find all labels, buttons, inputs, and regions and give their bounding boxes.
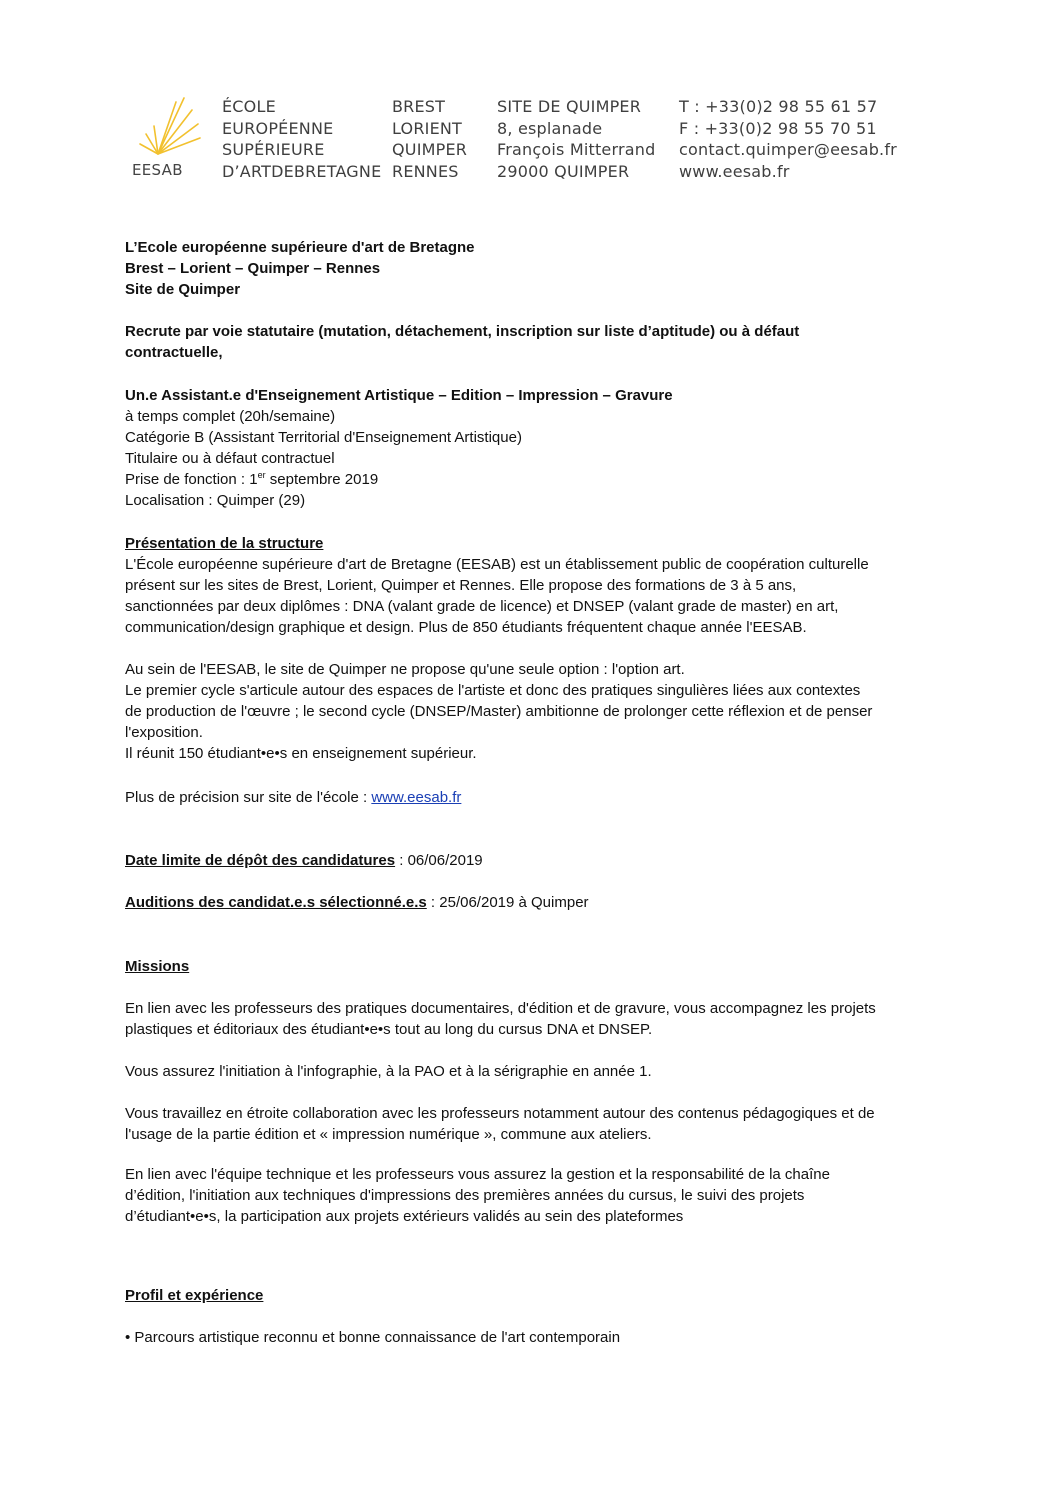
post-title: Un.e Assistant.e d'Enseignement Artistique – Edition – Impression – Gravure (125, 387, 673, 404)
presentation-text: L'École européenne supérieure d'art de Bretagne (EESAB) est un établissement public de coopération culturelle (125, 556, 869, 573)
letterhead-contact: T : +33(0)2 98 55 61 57 F : +33(0)2 98 55 70 51 contact.quimper@eesab.fr www.eesab.fr (679, 97, 897, 181)
presentation-text: présent sur les sites de Brest, Lorient, Quimper et Rennes. Elle propose des formations de 3 à 5 ans, (125, 577, 797, 594)
post-time: à temps complet (20h/semaine) (125, 408, 336, 425)
recruit-line-2: contractuelle, (125, 344, 223, 361)
logo-wordmark: EESAB (132, 161, 183, 179)
quimper-text: de production de l'œuvre ; le second cycle (DNSEP/Master) ambitionne de prolonger cette réflexion et de penser (125, 703, 873, 720)
school-title: L’Ecole européenne supérieure d'art de Bretagne (125, 239, 475, 256)
recruit-line-1: Recrute par voie statutaire (mutation, détachement, inscription sur liste d’aptitude) ou à défaut (125, 323, 800, 340)
missions-heading: Missions (125, 958, 190, 975)
missions-text: d’étudiant•e•s, la participation aux projets extérieurs validés au sein des plateformes (125, 1208, 684, 1225)
post-start-date: Prise de fonction : 1er septembre 2019 (125, 470, 379, 488)
quimper-text: Au sein de l'EESAB, le site de Quimper ne propose qu'une seule option : l'option art. (125, 661, 685, 678)
missions-text: d’édition, l'initiation aux techniques d'impressions des premières années du cursus, le suivi des projets (125, 1187, 805, 1204)
quimper-text: Le premier cycle s'articule autour des espaces de l'artiste et donc des pratiques singulières liées aux contextes (125, 682, 861, 699)
more-info-line: Plus de précision sur site de l'école : www.eesab.fr (125, 789, 462, 806)
school-cities: Brest – Lorient – Quimper – Rennes (125, 260, 381, 277)
presentation-text: sanctionnées par deux diplômes : DNA (valant grade de licence) et DNSEP (valant grade de master) en art, (125, 598, 839, 615)
profile-bullet: • Parcours artistique reconnu et bonne connaissance de l'art contemporain (125, 1329, 621, 1346)
school-site: Site de Quimper (125, 281, 241, 298)
post-status: Titulaire ou à défaut contractuel (125, 450, 335, 467)
presentation-heading: Présentation de la structure (125, 535, 324, 552)
missions-text: En lien avec les professeurs des pratiques documentaires, d'édition et de gravure, vous accompagnez les projets (125, 1000, 876, 1017)
post-location: Localisation : Quimper (29) (125, 492, 306, 509)
presentation-text: communication/design graphique et design. Plus de 850 étudiants fréquentent chaque année l'EESAB. (125, 619, 807, 636)
deadline-line: Date limite de dépôt des candidatures : 06/06/2019 (125, 852, 483, 869)
missions-text: l'usage de la partie édition et « impression numérique », commune aux ateliers. (125, 1126, 652, 1143)
letterhead-cities: BREST LORIENT QUIMPER RENNES (392, 97, 468, 181)
missions-text: Vous assurez l'initiation à l'infographie, à la PAO et à la sérigraphie en année 1. (125, 1063, 652, 1080)
missions-text: plastiques et éditoriaux des étudiant•e•s tout au long du cursus DNA et DNSEP. (125, 1021, 653, 1038)
post-category: Catégorie B (Assistant Territorial d'Enseignement Artistique) (125, 429, 522, 446)
letterhead-site-address: SITE DE QUIMPER 8, esplanade François Mitterrand 29000 QUIMPER (497, 97, 656, 181)
auditions-line: Auditions des candidat.e.s sélectionné.e.s : 25/06/2019 à Quimper (125, 894, 589, 911)
missions-text: En lien avec l'équipe technique et les professeurs vous assurez la gestion et la responsabilité de la chaîne (125, 1166, 830, 1183)
eesab-website-link[interactable]: www.eesab.fr (371, 789, 462, 806)
quimper-text: Il réunit 150 étudiant•e•s en enseignement supérieur. (125, 745, 477, 762)
quimper-text: l'exposition. (125, 724, 203, 741)
letterhead-school-name: ÉCOLE EUROPÉENNE SUPÉRIEURE D’ARTDEBRETAGNE (222, 97, 382, 181)
missions-text: Vous travaillez en étroite collaboration avec les professeurs notamment autour des contenus pédagogiques et de (125, 1105, 875, 1122)
profile-heading: Profil et expérience (125, 1287, 264, 1304)
